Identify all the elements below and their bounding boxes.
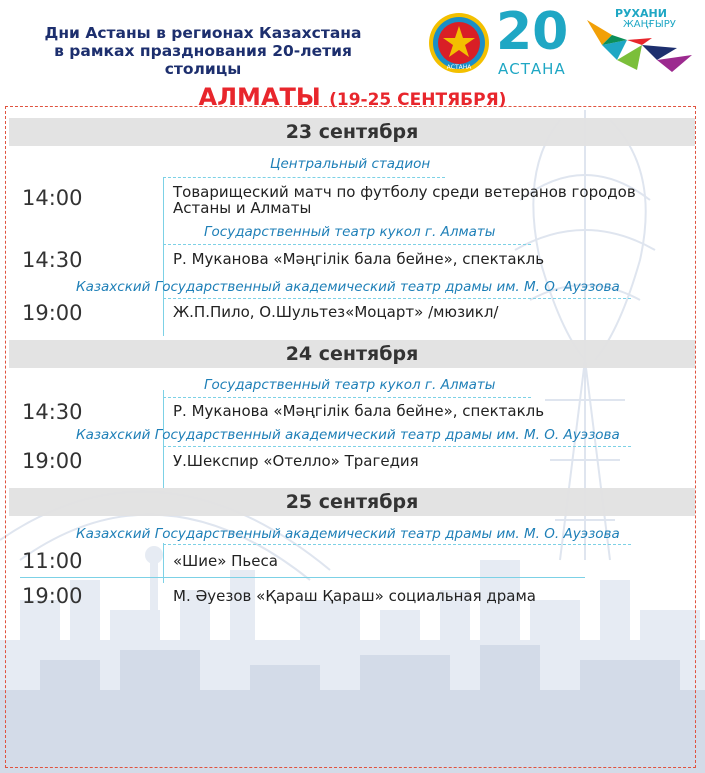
emblem-text: АСТАНА	[446, 64, 472, 71]
venue-dashed-line	[163, 244, 531, 245]
venue-dashed-line	[163, 397, 531, 398]
event-time: 19:00	[22, 449, 83, 473]
venue-dashed-line	[163, 298, 631, 299]
astana-emblem-icon	[428, 12, 490, 74]
event-title: Р. Муканова «Мәңгілік бала бейне», спектакль	[173, 402, 545, 420]
event-time: 14:30	[22, 248, 83, 272]
event-title: Ж.П.Пило, О.Шультез«Моцарт» /мюзикл/	[173, 303, 499, 321]
timeline-line	[163, 178, 164, 336]
venue-label: Государственный театр кукол г. Алматы	[204, 377, 496, 393]
event-time: 14:00	[22, 186, 83, 210]
separator-line	[20, 577, 585, 578]
event-title: «Шие» Пьеса	[173, 552, 278, 570]
event-title: Р. Муканова «Мәңгілік бала бейне», спектакль	[173, 250, 545, 268]
city-name: АЛМАТЫ	[198, 83, 321, 111]
venue-label: Казахский Государственный академический театр драмы им. М. О. Ауэзова	[76, 526, 620, 542]
venue-label: Казахский Государственный академический театр драмы им. М. О. Ауэзова	[76, 427, 620, 443]
event-title-line2: Астаны и Алматы	[173, 199, 312, 217]
day-header: 24 сентября	[9, 340, 695, 368]
event-title: У.Шекспир «Отелло» Трагедия	[173, 452, 419, 470]
venue-dashed-line	[163, 446, 631, 447]
rukhani-line2: ЖАҢҒЫРУ	[623, 19, 676, 30]
event-time: 11:00	[22, 549, 83, 573]
event-title	[173, 184, 636, 216]
event-time: 19:00	[22, 301, 83, 325]
astana-20-logo	[496, 2, 574, 78]
rukhani-line1: РУХАНИ	[615, 7, 667, 20]
city-dates: (19-25 СЕНТЯБРЯ)	[329, 90, 507, 110]
event-time: 19:00	[22, 584, 83, 608]
logo20-word: АСТАНА	[498, 60, 566, 78]
header-title-line2: в рамках празднования 20-летия столицы	[54, 42, 352, 78]
venue-label: Государственный театр кукол г. Алматы	[204, 224, 496, 240]
city-heading	[0, 83, 705, 111]
event-time: 14:30	[22, 400, 83, 424]
event-title-line1: Товарищеский матч по футболу среди ветеранов городов	[173, 183, 636, 201]
day-header: 23 сентября	[9, 118, 695, 146]
venue-dashed-line	[163, 177, 445, 178]
venue-dashed-line	[163, 544, 631, 545]
day-header: 25 сентября	[9, 488, 695, 516]
venue-label: Казахский Государственный академический театр драмы им. М. О. Ауэзова	[76, 279, 620, 295]
header-title-line1: Дни Астаны в регионах Казахстана	[44, 24, 362, 42]
event-title: М. Әуезов «Қараш Қараш» социальная драма	[173, 587, 536, 605]
logo20-number: 20	[496, 2, 569, 62]
venue-label: Центральный стадион	[270, 156, 431, 172]
header-title	[18, 24, 388, 78]
